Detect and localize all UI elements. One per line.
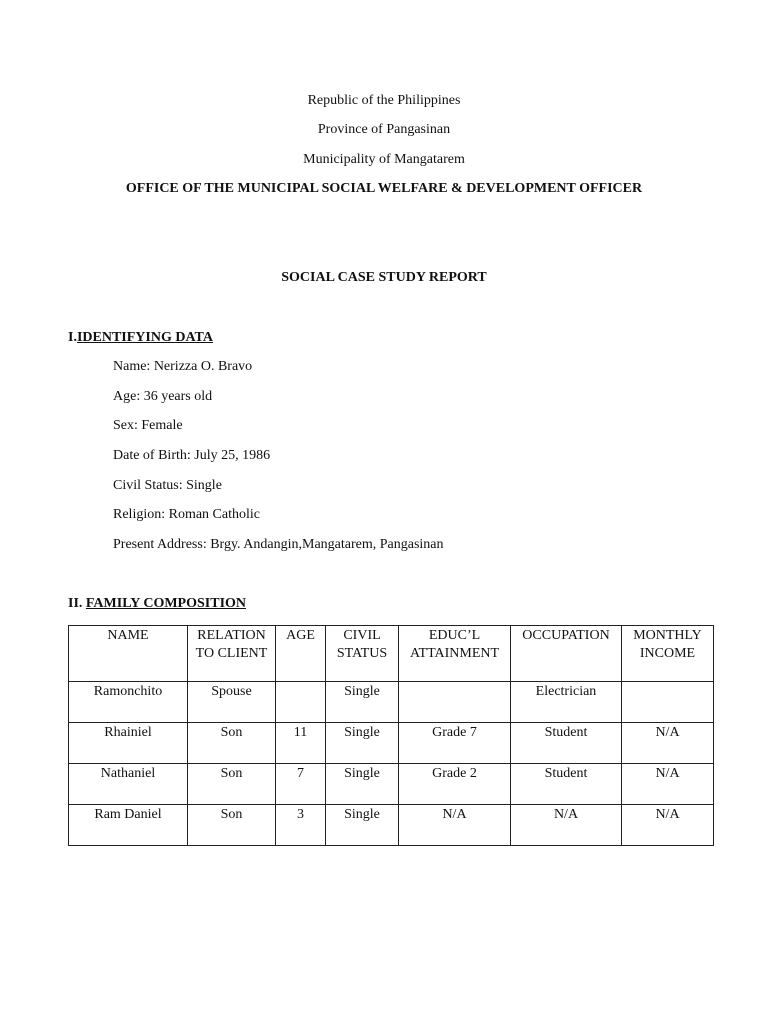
header-office: OFFICE OF THE MUNICIPAL SOCIAL WELFARE & DEVELOPMENT OFFICER [125, 181, 643, 196]
cell-name: Rhainiel [69, 723, 188, 764]
field-civil-status: Civil Status: Single [113, 478, 222, 493]
section-title: FAMILY COMPOSITION [85, 596, 247, 611]
cell-education: Grade 7 [399, 723, 511, 764]
cell-income: N/A [622, 805, 714, 846]
cell-occupation: Student [511, 764, 622, 805]
cell-income: N/A [622, 764, 714, 805]
column-header: MONTHLY INCOME [622, 626, 714, 682]
cell-civil-status: Single [326, 682, 399, 723]
section-title: IDENTIFYING DATA [76, 330, 213, 345]
column-header: RELATION TO CLIENT [188, 626, 276, 682]
section-identifying-data-heading [68, 330, 213, 346]
field-religion: Religion: Roman Catholic [113, 507, 260, 522]
column-header: OCCUPATION [511, 626, 622, 682]
cell-occupation: N/A [511, 805, 622, 846]
header-municipality: Municipality of Mangatarem [303, 152, 465, 167]
cell-name: Nathaniel [69, 764, 188, 805]
field-date-of-birth: Date of Birth: July 25, 1986 [113, 448, 271, 463]
field-age: Age: 36 years old [113, 389, 213, 404]
cell-age: 11 [276, 723, 326, 764]
field-name: Name: Nerizza O. Bravo [113, 359, 253, 374]
table-header-row [69, 626, 714, 682]
cell-civil-status: Single [326, 805, 399, 846]
cell-education [399, 682, 511, 723]
cell-relation: Spouse [188, 682, 276, 723]
header-province: Province of Pangasinan [317, 122, 451, 137]
cell-occupation: Electrician [511, 682, 622, 723]
family-composition-table [68, 625, 714, 846]
cell-civil-status: Single [326, 723, 399, 764]
cell-relation: Son [188, 764, 276, 805]
table-row [69, 682, 714, 723]
cell-relation: Son [188, 805, 276, 846]
table-row [69, 805, 714, 846]
field-present-address: Present Address: Brgy. Andangin,Mangatarem, Pangasinan [113, 537, 444, 552]
table-row [69, 723, 714, 764]
cell-age: 3 [276, 805, 326, 846]
column-header: NAME [69, 626, 188, 682]
column-header: CIVIL STATUS [326, 626, 399, 682]
column-header: EDUC’L ATTAINMENT [399, 626, 511, 682]
column-header: AGE [276, 626, 326, 682]
cell-age [276, 682, 326, 723]
table-row [69, 764, 714, 805]
field-sex: Sex: Female [113, 418, 183, 433]
cell-income: N/A [622, 723, 714, 764]
report-title: SOCIAL CASE STUDY REPORT [281, 270, 487, 285]
cell-occupation: Student [511, 723, 622, 764]
cell-relation: Son [188, 723, 276, 764]
cell-civil-status: Single [326, 764, 399, 805]
cell-name: Ram Daniel [69, 805, 188, 846]
header-republic: Republic of the Philippines [307, 93, 461, 108]
cell-income [622, 682, 714, 723]
section-number: II. [68, 596, 86, 611]
section-number: I. [68, 330, 77, 345]
cell-education: Grade 2 [399, 764, 511, 805]
cell-name: Ramonchito [69, 682, 188, 723]
cell-age: 7 [276, 764, 326, 805]
section-family-composition-heading [68, 596, 246, 612]
cell-education: N/A [399, 805, 511, 846]
